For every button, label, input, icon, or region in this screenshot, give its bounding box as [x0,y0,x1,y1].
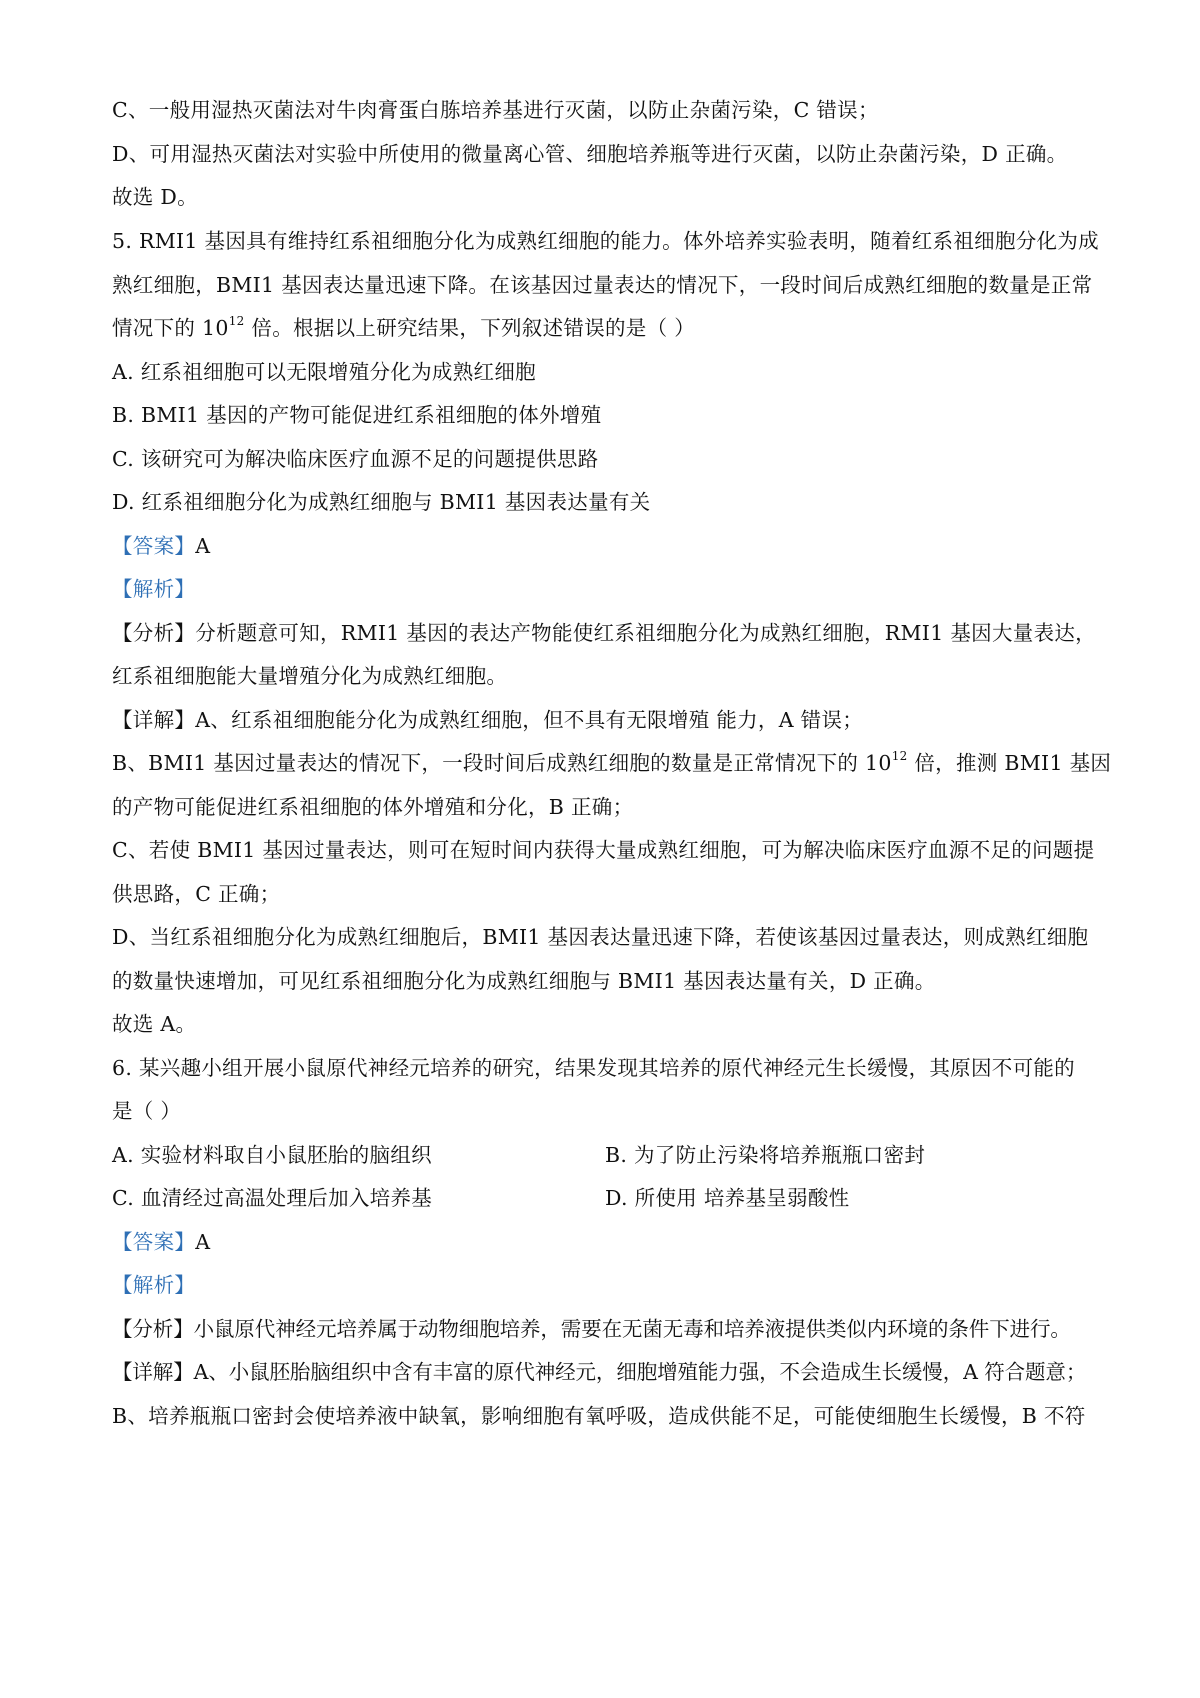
q6-option-d: D. 所使用 培养基呈弱酸性 [605,1186,850,1210]
q5-analysis-label: 【解析】 [112,577,196,601]
q5-option-a: A. 红系祖细胞可以无限增殖分化为成熟红细胞 [112,360,536,384]
q4-explanation-c: C、一般用湿热灭菌法对牛肉膏蛋白胨培养基进行灭菌，以防止杂菌污染，C 错误； [112,98,879,122]
q4-explanation-d: D、可用湿热灭菌法对实验中所使用的微量离心管、细胞培养瓶等进行灭菌，以防止杂菌污染，D 正确。 [112,142,1068,166]
q5-detail-a: 【详解】A、红系祖细胞能分化为成熟红细胞，但不具有无限增殖 能力，A 错误； [112,708,864,732]
q5-option-d: D. 红系祖细胞分化为成熟红细胞与 BMI1 基因表达量有关 [112,490,651,514]
q5-detail-c-line-1: C、若使 BMI1 基因过量表达，则可在短时间内获得大量成熟红细胞，可为解决临床医疗血源不足的问题提 [112,838,1095,862]
q5-detail-b-line-2: 的产物可能促进红系祖细胞的体外增殖和分化，B 正确； [112,795,634,819]
q6-analysis-label: 【解析】 [112,1273,196,1297]
q6-detail-a: 【详解】A、小鼠胚胎脑组织中含有丰富的原代神经元，细胞增殖能力强，不会造成生长缓慢，A 符合题意； [112,1360,1087,1384]
q4-conclusion: 故选 D。 [112,185,198,209]
q6-fenxi: 【分析】小鼠原代神经元培养属于动物细胞培养，需要在无菌无毒和培养液提供类似内环境的条件下进行。 [112,1317,1071,1341]
q5-option-c: C. 该研究可为解决临床医疗血源不足的问题提供思路 [112,447,599,471]
q5-detail-d-line-2: 的数量快速增加，可见红系祖细胞分化为成熟红细胞与 BMI1 基因表达量有关，D 正确。 [112,969,936,993]
q5-option-b: B. BMI1 基因的产物可能促进红系祖细胞的体外增殖 [112,403,602,427]
q5-fenxi-line-1: 【分析】分析题意可知，RMI1 基因的表达产物能使红系祖细胞分化为成熟红细胞，RMI1 基因大量表达， [112,621,1096,645]
q5-detail-b-line-1: B、BMI1 基因过量表达的情况下，一段时间后成熟红细胞的数量是正常情况下的 $10^{12}$ 倍，推测 BMI1 基因 [112,749,1112,775]
q6-stem-line-2: 是（ ） [112,1099,182,1123]
q6-answer: 【答案】A [112,1230,211,1254]
q5-detail-c-line-2: 供思路，C 正确； [112,882,281,906]
q5-stem-line-3: 情况下的 $10^{12}$ 倍。根据以上研究结果，下列叙述错误的是（ ） [112,314,696,340]
q5-detail-d-line-1: D、当红系祖细胞分化为成熟红细胞后，BMI1 基因表达量迅速下降，若使该基因过量表达，则成熟红细胞 [112,925,1089,949]
q5-fenxi-line-2: 红系祖细胞能大量增殖分化为成熟红细胞。 [112,664,508,688]
q6-detail-b: B、培养瓶瓶口密封会使培养液中缺氧，影响细胞有氧呼吸，造成供能不足，可能使细胞生长缓慢，B 不符 [112,1404,1086,1428]
q6-option-b: B. 为了防止污染将培养瓶瓶口密封 [605,1143,926,1167]
q6-stem-line-1: 6. 某兴趣小组开展小鼠原代神经元培养的研究，结果发现其培养的原代神经元生长缓慢，其原因不可能的 [112,1056,1075,1080]
answer-label: 【答案】 [112,534,196,558]
q5-stem-line-1: 5. RMI1 基因具有维持红系祖细胞分化为成熟红细胞的能力。体外培养实验表明，随着红系祖细胞分化为成 [112,229,1099,253]
q5-stem-line-2: 熟红细胞，BMI1 基因表达量迅速下降。在该基因过量表达的情况下，一段时间后成熟红细胞的数量是正常 [112,273,1093,297]
answer-label: 【答案】 [112,1230,196,1254]
q5-conclusion: 故选 A。 [112,1012,197,1036]
q5-answer: 【答案】A [112,534,211,558]
q6-option-a: A. 实验材料取自小鼠胚胎的脑组织 [112,1143,432,1167]
q6-option-c: C. 血清经过高温处理后加入培养基 [112,1186,433,1210]
